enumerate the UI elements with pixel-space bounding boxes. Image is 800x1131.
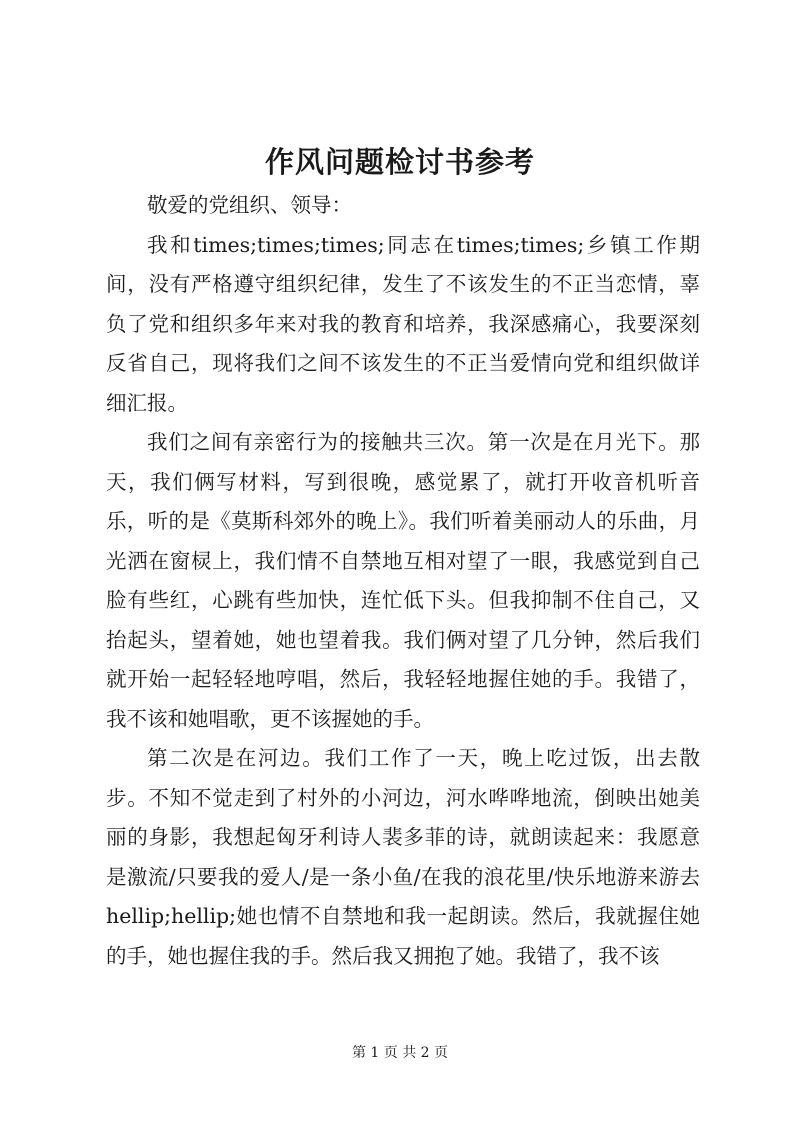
page-footer: 第 1 页 共 2 页: [351, 1045, 449, 1061]
paragraph: 我和times;times;times;同志在times;times;乡镇工作期间，没有严格遵守组织纪律，发生了不该发生的不正当恋情，辜负了党和组织多年来对我的教育和培养，我深感痛心，我要深刻反省自己，现将我们之间不该发生的不正当爱情向党和组织做详细汇报。: [106, 232, 700, 415]
document-title: 作风问题检讨书参考: [264, 145, 535, 179]
paragraph: 我们之间有亲密行为的接触共三次。第一次是在月光下。那天，我们俩写材料，写到很晚，感觉累了，就打开收音机听音乐，听的是《莫斯科郊外的晚上》。我们听着美丽动人的乐曲，月光洒在窗棂上，我们情不自禁地互相对望了一眼，我感觉到自己脸有些红，心跳有些加快，连忙低下头。但我抑制不住自己，又抬起头，望着她，她也望着我。我们俩对望了几分钟，然后我们就开始一起轻轻地哼唱，然后，我轻轻地握住她的手。我错了，我不该和她唱歌，更不该握她的手。: [106, 430, 700, 731]
paragraph: 第二次是在河边。我们工作了一天，晚上吃过饭，出去散步。不知不觉走到了村外的小河边，河水哗哗地流，倒映出她美丽的身影，我想起匈牙利诗人裴多菲的诗，就朗读起来：我愿意是激流/只要我的爱人/是一条小鱼/在我的浪花里/快乐地游来游去hellip;hellip;她也情不自禁地和我一起朗读。然后，我就握住她的手，她也握住我的手。然后我又拥抱了她。我错了，我不该: [106, 746, 700, 968]
salutation: 敬爱的党组织、领导：: [147, 193, 352, 217]
document-body: [106, 186, 700, 976]
